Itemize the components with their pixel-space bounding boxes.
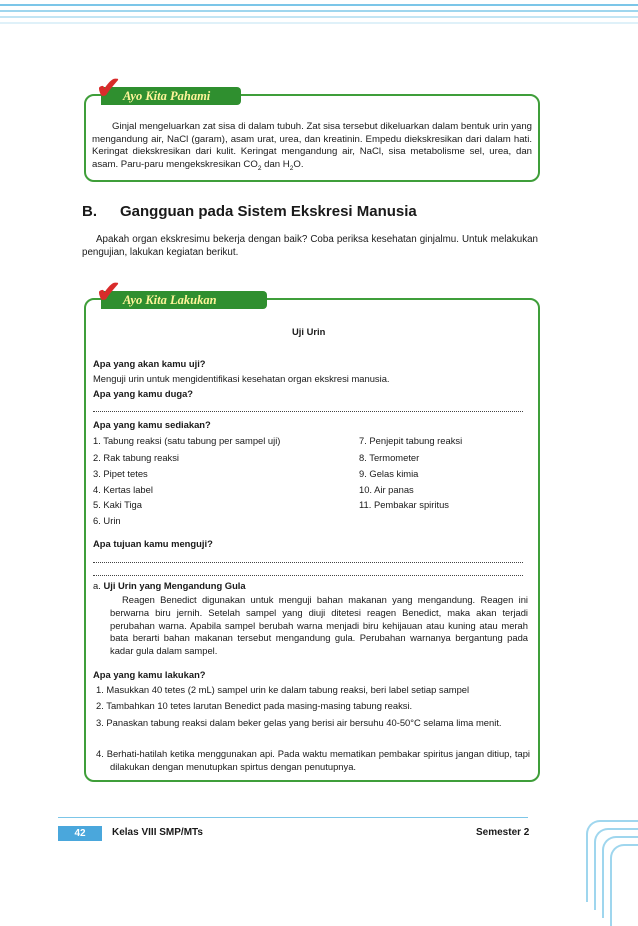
material-item: 2. Rak tabung reaksi (93, 452, 179, 463)
procedure-step: 4. Berhati-hatilah ketika menggunakan api. Pada waktu mematikan pembakar spiritus jangan ditiup, tapi dilakukan dengan menutupkan spirtus dengan penutupnya. (96, 748, 530, 772)
page-number: 42 (58, 826, 102, 841)
header-stripes (0, 0, 638, 26)
checkmark-icon: ✔ (96, 72, 122, 105)
activity-title: Uji Urin (292, 326, 326, 337)
footer-rule (58, 817, 528, 818)
section-intro: Apakah organ ekskresimu bekerja dengan baik? Coba periksa kesehatan ginjalmu. Untuk melakukan pengujian, lakukan kegiatan berikut. (82, 234, 538, 258)
material-item: 1. Tabung reaksi (satu tabung per sampel uji) (93, 435, 281, 446)
ayo-kita-pahami-badge: Ayo Kita Pahami (101, 87, 241, 105)
material-item: 8. Termometer (359, 452, 420, 463)
material-item: 11. Pembakar spiritus (359, 499, 449, 510)
footer-semester-label: Semester 2 (476, 827, 530, 838)
footer-class-label: Kelas VIII SMP/MTs (112, 827, 203, 838)
material-item: 6. Urin (93, 515, 121, 526)
material-item: 7. Penjepit tabung reaksi (359, 435, 463, 446)
material-item: 9. Gelas kimia (359, 468, 419, 479)
section-heading: B. Gangguan pada Sistem Ekskresi Manusia (82, 203, 417, 220)
question-heading: Apa yang kamu duga? (93, 388, 194, 399)
material-item: 10. Air panas (359, 484, 414, 495)
question-heading: Apa tujuan kamu menguji? (93, 538, 213, 549)
answer-line (93, 575, 523, 576)
procedure-step: 3. Panaskan tabung reaksi dalam beker gelas yang berisi air bersuhu 40-50°C selama lima menit. (96, 717, 502, 728)
answer-line (93, 411, 523, 412)
ayo-kita-lakukan-badge: Ayo Kita Lakukan (101, 291, 267, 309)
answer-line (93, 562, 523, 563)
question-heading: Apa yang kamu sediakan? (93, 419, 211, 430)
procedure-step: 2. Tambahkan 10 tetes larutan Benedict pada masing-masing tabung reaksi. (96, 700, 413, 711)
material-item: 4. Kertas label (93, 484, 153, 495)
corner-decoration (578, 820, 638, 895)
question-heading: Apa yang kamu lakukan? (93, 669, 206, 680)
subsection-heading: a. Uji Urin yang Mengandung Gula (93, 580, 246, 591)
question-heading: Apa yang akan kamu uji? (93, 358, 206, 369)
material-item: 3. Pipet tetes (93, 468, 148, 479)
pahami-paragraph: Ginjal mengeluarkan zat sisa di dalam tubuh. Zat sisa tersebut dikeluarkan dalam bentuk urin yang mengandung air, NaCl (garam), asam urat, urea, dan kreatinin. Empedu diekskresikan dari dalam hati. Keringat diekskresikan dari kulit. Keringat mengandung air, NaCl, sisa metabolisme sel, urea, dan asam. Paru-paru mengekskresikan $CO_2$ dan $H_2O$. (92, 121, 532, 172)
material-item: 5. Kaki Tiga (93, 499, 142, 510)
procedure-step: 1. Masukkan 40 tetes (2 mL) sampel urin ke dalam tabung reaksi, beri label setiap sampel (96, 684, 470, 695)
answer-text: Menguji urin untuk mengidentifikasi kesehatan organ ekskresi manusia. (93, 373, 390, 384)
subsection-paragraph: Reagen Benedict digunakan untuk menguji bahan makanan yang mengandung. Reagen ini berwarna biru jernih. Setelah sampel yang diuji ditetesi reagen Benedict, maka akan terjadi perubahan warna. Apabila sampel berubah warna menjadi biru kehijauan atau kuning atau merah bata berarti bahan makanan tersebut mengandung gula. Perubahan warnanya bergantung pada kadar gula dalam sampel. (110, 594, 528, 657)
checkmark-icon: ✔ (96, 276, 122, 309)
